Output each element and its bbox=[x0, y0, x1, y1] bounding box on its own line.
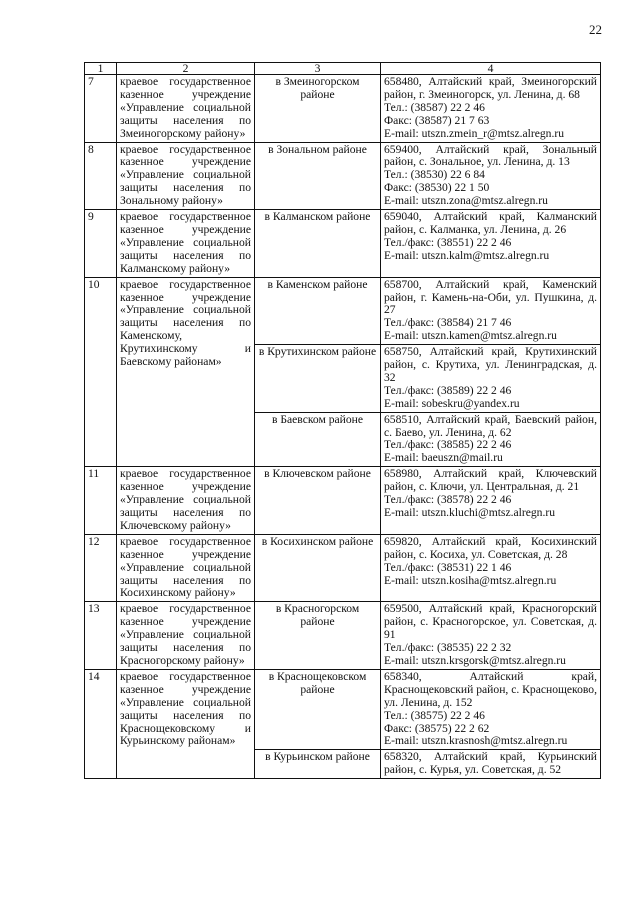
postal-address: 658510, Алтайский край, Баевский район, с. Баево, ул. Ленина, д. 62 bbox=[384, 412, 600, 439]
contact-info bbox=[381, 750, 601, 779]
organization-name: краевое государственное казенное учреждение «Управление социальной защиты населения по Калманскому району» bbox=[117, 210, 255, 278]
district-name: в Курьинском районе bbox=[255, 750, 381, 779]
column-header-2: 2 bbox=[117, 63, 255, 75]
postal-address: 658340, Алтайский край, Краснощековский район, с. Краснощеково, ул. Ленина, д. 152 bbox=[384, 669, 600, 709]
postal-address: 659040, Алтайский край, Калманский район, с. Калманка, ул. Ленина, д. 26 bbox=[384, 210, 600, 236]
row-number: 12 bbox=[85, 534, 117, 602]
column-header-3: 3 bbox=[255, 63, 381, 75]
fax-number: Факс: (38587) 21 7 63 bbox=[384, 113, 490, 127]
table-header bbox=[85, 63, 601, 75]
postal-address: 658700, Алтайский край, Каменский район, г. Камень-на-Оби, ул. Пушкина, д. 27 bbox=[384, 277, 600, 317]
organization-name: краевое государственное казенное учреждение «Управление социальной защиты населения по Каменскому, Крутихинскому и Баевскому районам» bbox=[117, 277, 255, 467]
district-name: в Калманском районе bbox=[255, 210, 381, 278]
district-name: в Зональном районе bbox=[255, 142, 381, 210]
column-header-4: 4 bbox=[381, 63, 601, 75]
page-number: 22 bbox=[589, 22, 602, 37]
email-address: E-mail: utszn.kamen@mtsz.alregn.ru bbox=[384, 329, 557, 343]
email-address: E-mail: utszn.zona@mtsz.alregn.ru bbox=[384, 194, 548, 208]
fax-number: Факс: (38575) 22 2 62 bbox=[384, 721, 490, 735]
postal-address: 658750, Алтайский край, Крутихинский район, с. Крутиха, ул. Ленинградская, д. 32 bbox=[384, 345, 600, 384]
email-address: E-mail: baeuszn@mail.ru bbox=[384, 451, 503, 465]
organization-name: краевое государственное казенное учреждение «Управление социальной защиты населения по Зональному району» bbox=[117, 142, 255, 210]
email-address: E-mail: utszn.zmein_r@mtsz.alregn.ru bbox=[384, 126, 565, 140]
institutions-table bbox=[84, 62, 601, 779]
organization-name: краевое государственное казенное учреждение «Управление социальной защиты населения по Змеиногорскому району» bbox=[117, 75, 255, 143]
phone-number: Тел.: (38587) 22 2 46 bbox=[384, 100, 485, 114]
phone-number: Тел./факс: (38585) 22 2 46 bbox=[384, 438, 512, 452]
phone-number: Тел./факс: (38551) 22 2 46 bbox=[384, 235, 512, 249]
fax-number: Факс: (38530) 22 1 50 bbox=[384, 181, 490, 195]
postal-address: 659820, Алтайский край, Косихинский район, с. Косиха, ул. Советская, д. 28 bbox=[384, 534, 600, 561]
postal-address: 658480, Алтайский край, Змеиногорский район, г. Змеиногорск, ул. Ленина, д. 68 bbox=[384, 75, 600, 101]
contact-info bbox=[381, 534, 601, 602]
organization-name: краевое государственное казенное учреждение «Управление социальной защиты населения по Красногорскому району» bbox=[117, 602, 255, 670]
table-row bbox=[85, 277, 601, 345]
phone-number: Тел./факс: (38589) 22 2 46 bbox=[384, 383, 512, 397]
postal-address: 659500, Алтайский край, Красногорский район, с. Красногорское, ул. Советская, д. 91 bbox=[384, 602, 600, 642]
email-address: E-mail: utszn.krsgorsk@mtsz.alregn.ru bbox=[384, 653, 566, 667]
district-name: в Ключевском районе bbox=[255, 467, 381, 535]
contact-info bbox=[381, 467, 601, 535]
phone-number: Тел./факс: (38535) 22 2 32 bbox=[384, 641, 512, 655]
email-address: E-mail: utszn.kalm@mtsz.alregn.ru bbox=[384, 248, 550, 262]
organization-name: краевое государственное казенное учреждение «Управление социальной защиты населения по Краснощековскому и Курьинскому районам» bbox=[117, 669, 255, 778]
phone-number: Тел./факс: (38531) 22 1 46 bbox=[384, 560, 512, 574]
district-name: в Краснощековском районе bbox=[255, 669, 381, 749]
email-address: E-mail: utszn.krasnosh@mtsz.alregn.ru bbox=[384, 734, 568, 748]
organization-name: краевое государственное казенное учреждение «Управление социальной защиты населения по Ключевскому району» bbox=[117, 467, 255, 535]
contact-info bbox=[381, 75, 601, 143]
contact-info bbox=[381, 210, 601, 278]
phone-number: Тел.: (38575) 22 2 46 bbox=[384, 708, 485, 722]
column-header-1: 1 bbox=[85, 63, 117, 75]
contact-info bbox=[381, 345, 601, 413]
table-row bbox=[85, 210, 601, 278]
contact-info bbox=[381, 669, 601, 749]
email-address: E-mail: utszn.kluchi@mtsz.alregn.ru bbox=[384, 506, 556, 519]
district-name: в Косихинском районе bbox=[255, 534, 381, 602]
table-row bbox=[85, 534, 601, 602]
postal-address: 658320, Алтайский край, Курьинский район, с. Курья, ул. Советская, д. 52 bbox=[384, 750, 600, 777]
table-row bbox=[85, 467, 601, 535]
organization-name: краевое государственное казенное учреждение «Управление социальной защиты населения по Косихинскому району» bbox=[117, 534, 255, 602]
district-name: в Баевском районе bbox=[255, 412, 381, 467]
phone-number: Тел./факс: (38578) 22 2 46 bbox=[384, 493, 512, 507]
row-number: 13 bbox=[85, 602, 117, 670]
contact-info bbox=[381, 142, 601, 210]
row-number: 9 bbox=[85, 210, 117, 278]
table-row bbox=[85, 142, 601, 210]
table-row bbox=[85, 75, 601, 143]
row-number: 11 bbox=[85, 467, 117, 535]
district-name: в Змеиногорском районе bbox=[255, 75, 381, 143]
row-number: 8 bbox=[85, 142, 117, 210]
postal-address: 658980, Алтайский край, Ключевский район, с. Ключи, ул. Центральная, д. 21 bbox=[384, 467, 600, 494]
district-name: в Каменском районе bbox=[255, 277, 381, 345]
contact-info bbox=[381, 277, 601, 345]
district-name: в Красногорском районе bbox=[255, 602, 381, 670]
row-number: 7 bbox=[85, 75, 117, 143]
email-address: E-mail: utszn.kosiha@mtsz.alregn.ru bbox=[384, 573, 557, 587]
phone-number: Тел.: (38530) 22 6 84 bbox=[384, 168, 485, 182]
contact-info bbox=[381, 412, 601, 467]
email-address: E-mail: sobeskru@yandex.ru bbox=[384, 396, 520, 410]
table-row bbox=[85, 602, 601, 670]
contact-info bbox=[381, 602, 601, 670]
postal-address: 659400, Алтайский край, Зональный район, с. Зональное, ул. Ленина, д. 13 bbox=[384, 142, 600, 169]
row-number: 10 bbox=[85, 277, 117, 467]
district-name: в Крутихинском районе bbox=[255, 345, 381, 413]
phone-number: Тел./факс: (38584) 21 7 46 bbox=[384, 316, 512, 330]
row-number: 14 bbox=[85, 669, 117, 778]
header-row bbox=[85, 63, 601, 75]
table-body bbox=[85, 75, 601, 779]
table-row bbox=[85, 669, 601, 749]
